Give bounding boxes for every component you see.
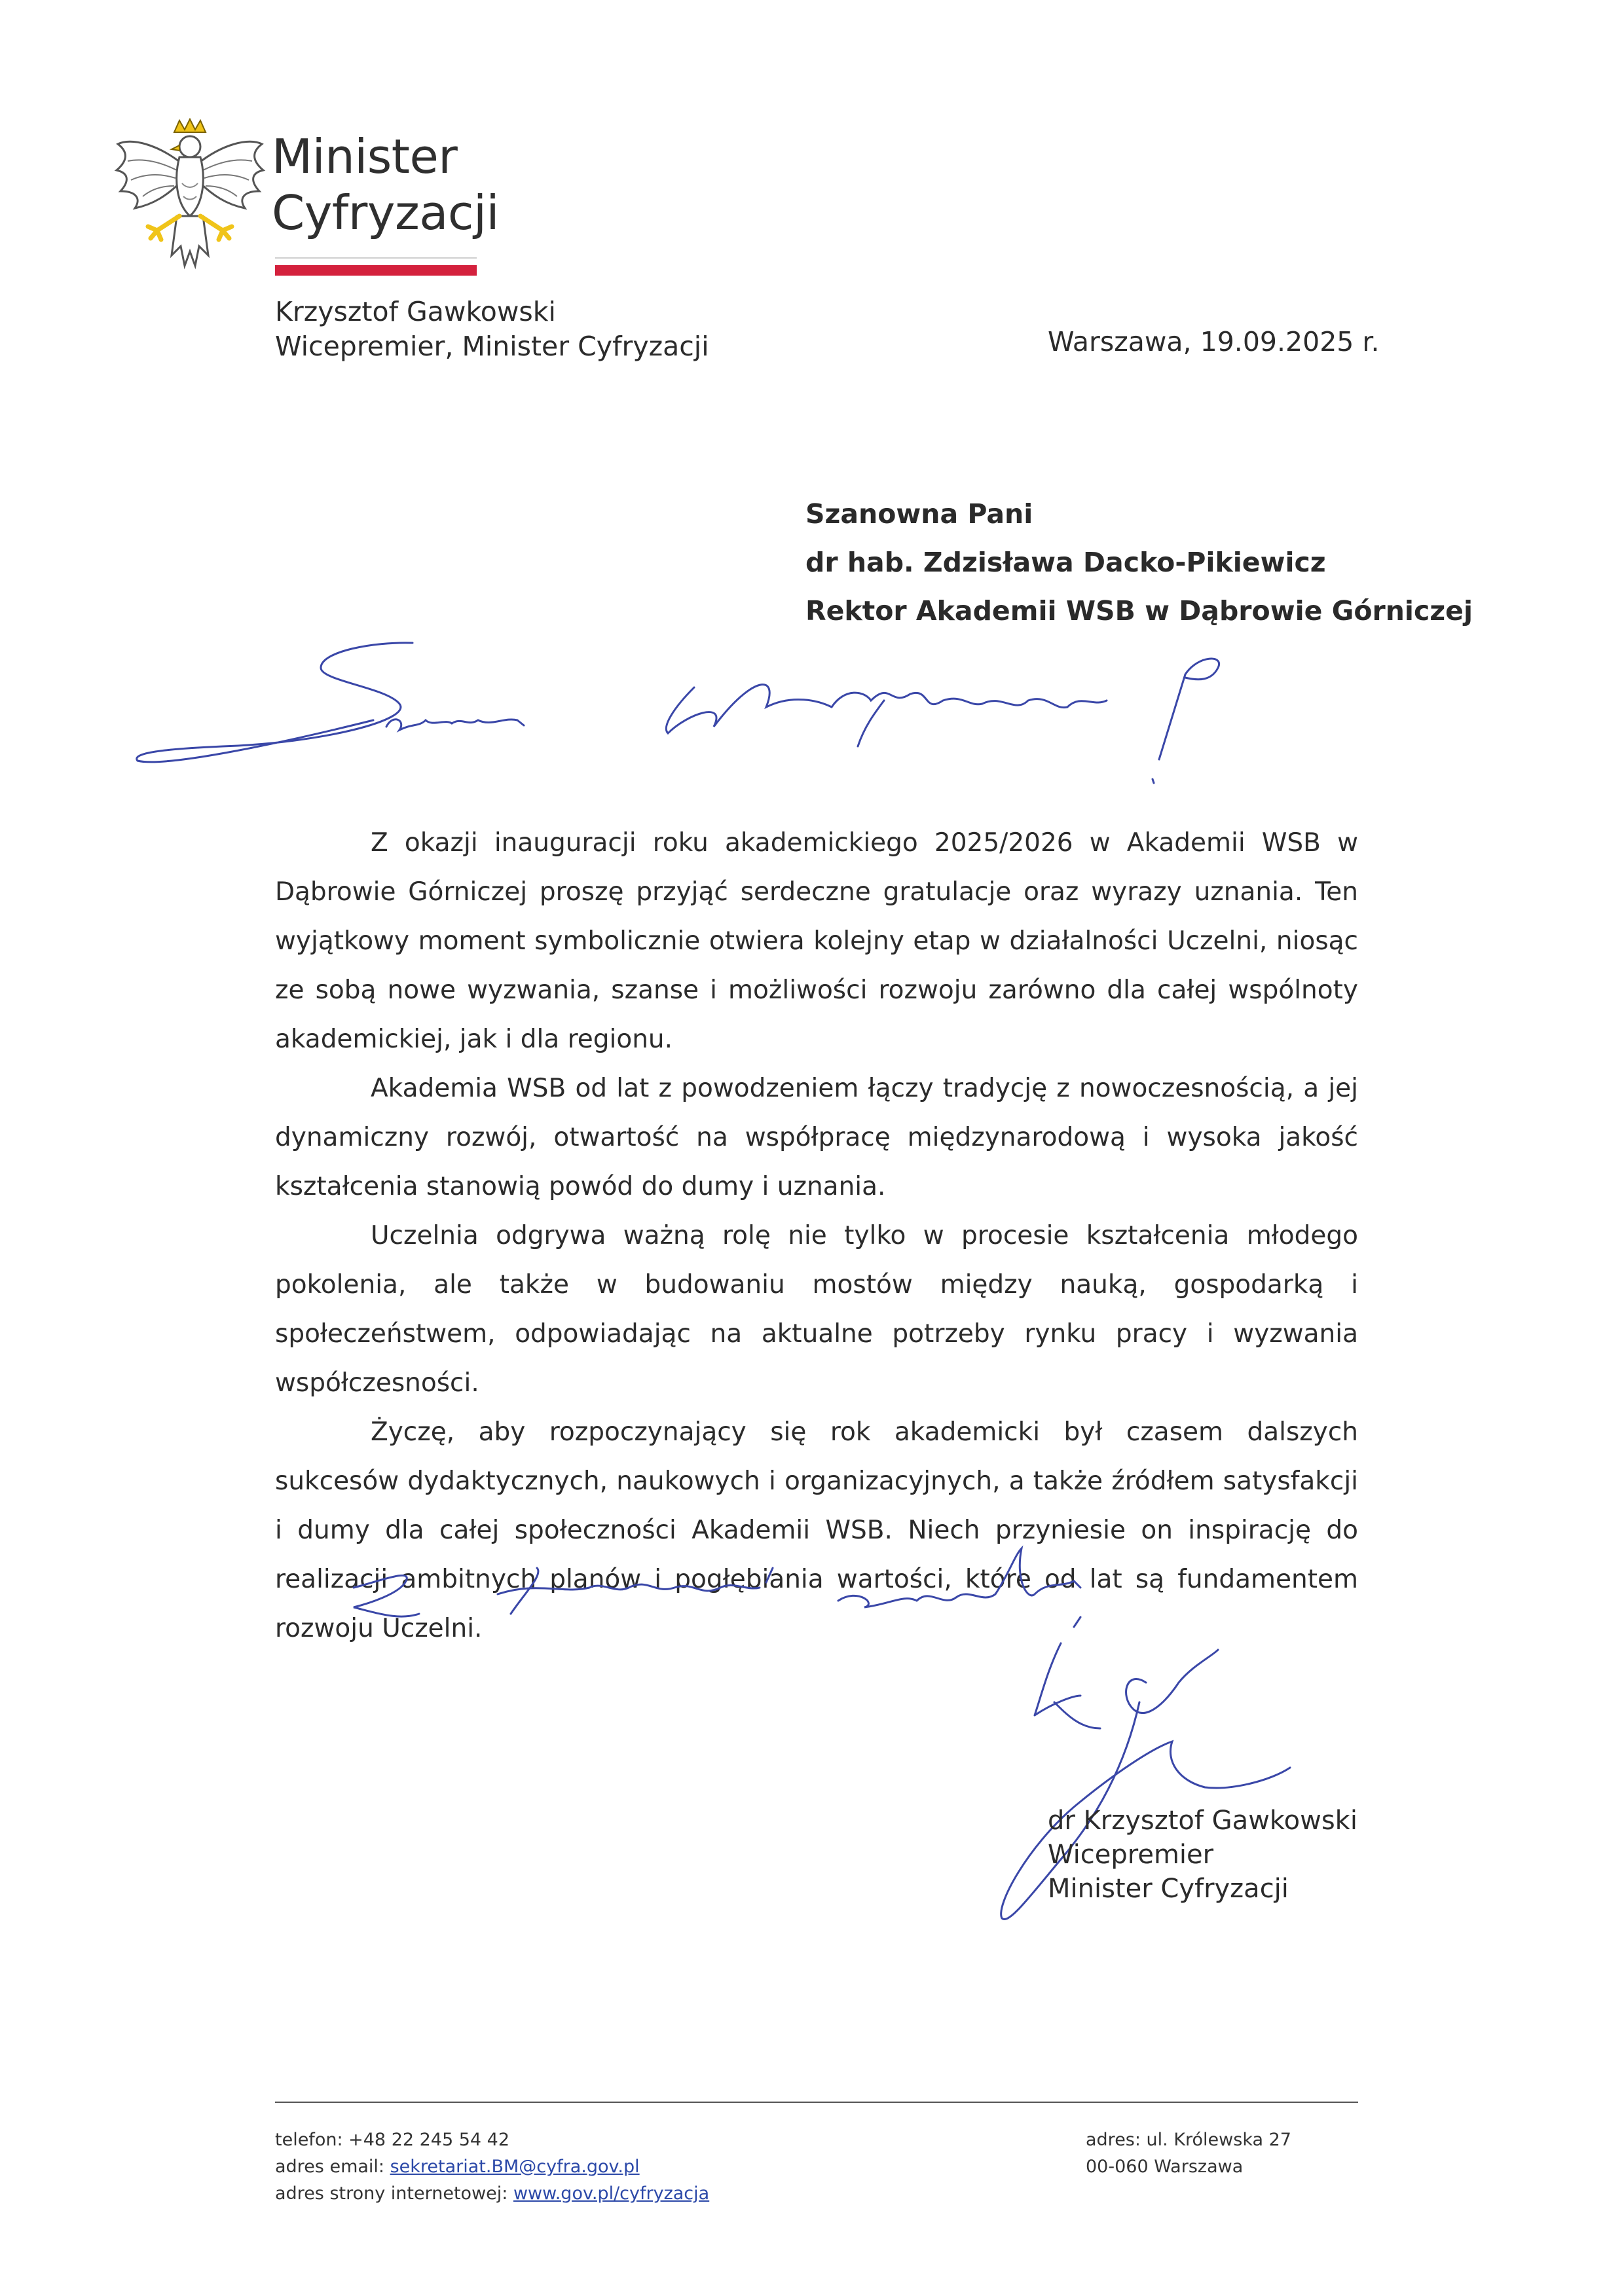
- footer-contact: [275, 2126, 709, 2207]
- footer-email-line: [275, 2153, 709, 2180]
- footer-email-link[interactable]: sekretariat.BM@cyfra.gov.pl: [390, 2157, 640, 2177]
- body-paragraph: Z okazji inauguracji roku akademickiego 2025/2026 w Akademii WSB w Dąbrowie Górniczej proszę przyjąć serdeczne gratulacje oraz wyrazy uznania. Ten wyjątkowy moment symbolicznie otwiera kolejny etap w działalności Uczelni, niosąc ze sobą nowe wyzwania, szanse i możliwości rozwoju zarówno dla całej wspólnoty akademickiej, jak i dla regionu.: [275, 828, 1358, 1054]
- footer-address-line2: 00-060 Warszawa: [1086, 2157, 1244, 2177]
- flag-red-stripe: [275, 265, 477, 276]
- footer-web-line: [275, 2180, 709, 2207]
- signature-role-1: Wicepremier: [1048, 1840, 1214, 1870]
- recipient-salutation: Szanowna Pani: [805, 498, 1033, 530]
- flag-divider: [275, 257, 477, 276]
- ministry-name-line2: Cyfryzacji: [272, 185, 499, 240]
- recipient-name: dr hab. Zdzisława Dacko-Pikiewicz: [805, 547, 1326, 578]
- body-paragraph: Akademia WSB od lat z powodzeniem łączy tradycję z nowoczesnością, a jej dynamiczny rozwój, otwartość na współpracę międzynarodową i wysoka jakość kształcenia stanowią powód do dumy i uznania.: [275, 1074, 1358, 1201]
- handwritten-closing: [341, 1542, 1113, 1640]
- sender-block: [275, 295, 709, 364]
- letter-date: Warszawa, 19.09.2025 r.: [1048, 326, 1380, 357]
- footer-web-label: adres strony internetowej:: [275, 2183, 513, 2204]
- recipient-position: Rektor Akademii WSB w Dąbrowie Górniczej: [805, 595, 1473, 627]
- footer-email-label: adres email:: [275, 2157, 390, 2177]
- signature-name: dr Krzysztof Gawkowski: [1048, 1806, 1357, 1836]
- handwritten-greeting: [124, 629, 1238, 799]
- sender-title: Wicepremier, Minister Cyfryzacji: [275, 331, 709, 362]
- footer-address-line1: adres: ul. Królewska 27: [1086, 2130, 1291, 2150]
- ministry-name: [272, 128, 499, 241]
- footer-address: [1086, 2126, 1291, 2180]
- flag-white-stripe: [275, 257, 477, 259]
- footer-divider: [275, 2102, 1358, 2103]
- recipient-block: [805, 490, 1473, 635]
- signature-block: [1048, 1804, 1357, 1906]
- signature-role-2: Minister Cyfryzacji: [1048, 1874, 1289, 1904]
- white-eagle-emblem-icon: [111, 118, 268, 282]
- body-paragraph: Uczelnia odgrywa ważną rolę nie tylko w procesie kształcenia młodego pokolenia, ale także w budowaniu mostów między nauką, gospodarką i społeczeństwem, odpowiadając na aktualne potrzeby rynku pracy i wyzwania współczesności.: [275, 1221, 1358, 1398]
- sender-name: Krzysztof Gawkowski: [275, 296, 556, 327]
- footer-web-link[interactable]: www.gov.pl/cyfryzacja: [513, 2183, 710, 2204]
- letter-body: [275, 818, 1358, 1653]
- footer-phone: telefon: +48 22 245 54 42: [275, 2130, 510, 2150]
- body-paragraph: Życzę, aby rozpoczynający się rok akademicki był czasem dalszych sukcesów dydaktycznych, naukowych i organizacyjnych, a także źródłem satysfakcji i dumy dla całej społeczności Akademii WSB. Niech przyniesie on inspirację do realizacji ambitnych planów i pogłębiania wartości, które od lat są fundamentem rozwoju Uczelni.: [275, 1417, 1358, 1643]
- ministry-name-line1: Minister: [272, 129, 458, 184]
